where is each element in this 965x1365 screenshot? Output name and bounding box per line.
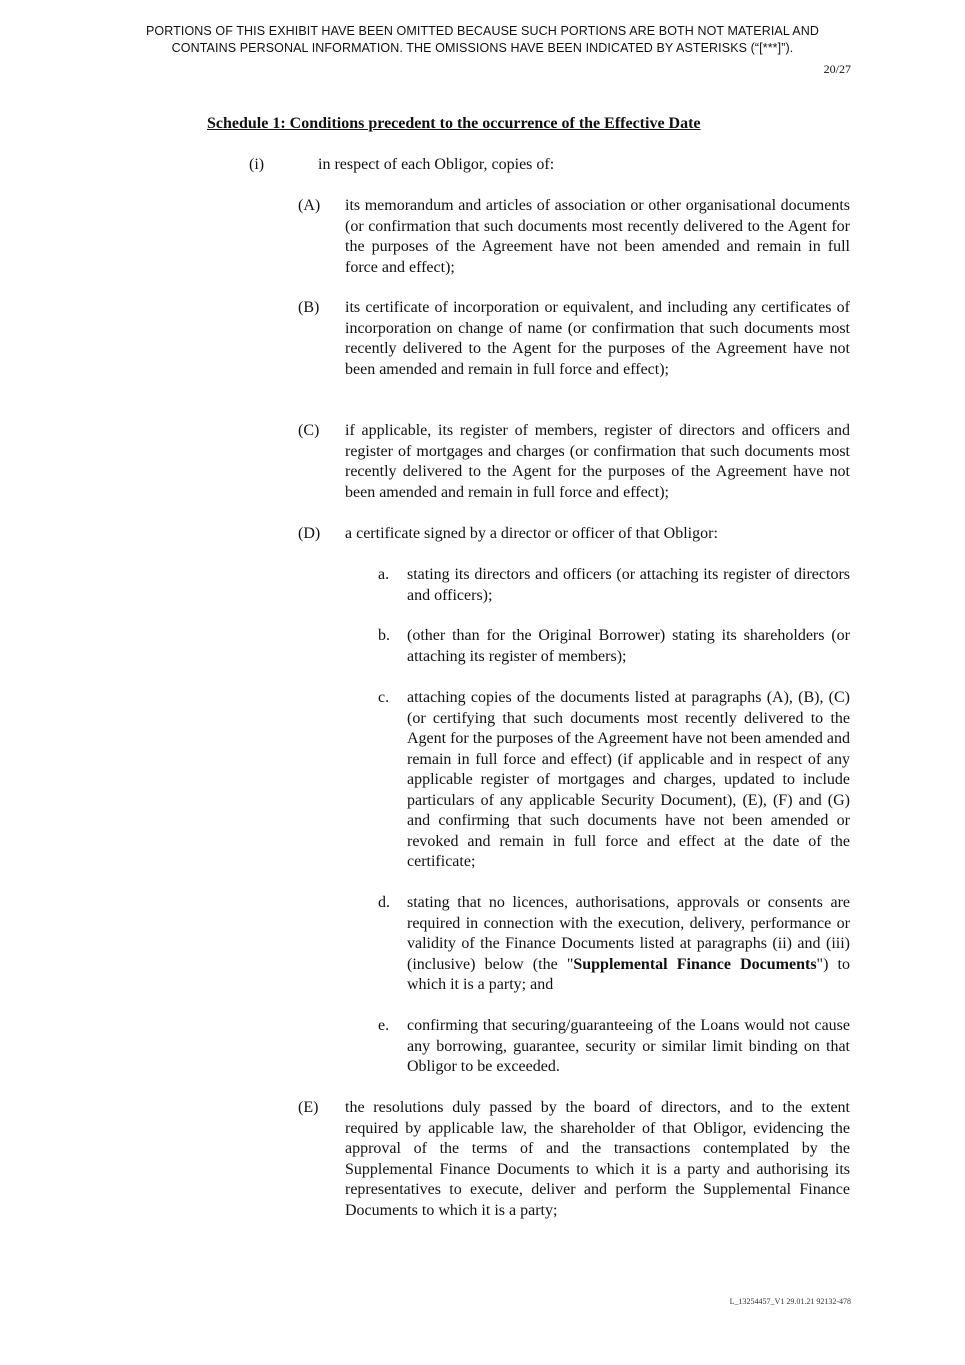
item-B-label: (B)	[298, 299, 320, 316]
document-reference: L_13254457_V1 29.01.21 92132-478	[729, 1297, 851, 1306]
item-E-label: (E)	[298, 1099, 319, 1116]
item-D-a-label: a.	[378, 566, 390, 583]
item-D-c-text: attaching copies of the documents listed at paragraphs (A), (B), (C) (or certifying that such documents most recently delivered to the Agent for the purposes of the Agreement have not been amended and remain in full force and effect) (if applicable and in respect of any applicable register of mortgages and charges, updated to include particulars of any applicable Security Document), (E), (F) and (G) and confirming that such documents have not been amended or revoked and remain in full force and effect at the date of the certificate;	[407, 689, 850, 870]
defined-term-supplemental-finance-documents: Supplemental Finance Documents	[573, 955, 817, 973]
item-D-d-label: d.	[378, 894, 390, 911]
item-D-label: (D)	[298, 525, 321, 542]
item-C-label: (C)	[298, 422, 320, 439]
item-B-text: its certificate of incorporation or equivalent, and including any certificates of incorporation on change of name (or confirmation that such documents most recently delivered to the Agent for the purposes of the Agreement have not been amended and remain in full force and effect);	[345, 299, 850, 378]
item-D-d-text-before: stating that no licences, authorisations, approvals or consents are required in connection with the execution, delivery, performance or validity of the Finance Documents listed at paragraphs (ii) and (iii) (inclusive) below (the "	[407, 894, 850, 973]
schedule-title: Schedule 1: Conditions precedent to the occurrence of the Effective Date	[207, 115, 701, 132]
item-D-e-text: confirming that securing/guaranteeing of the Loans would not cause any borrowing, guarantee, security or similar limit binding on that Obligor to be exceeded.	[407, 1017, 850, 1075]
item-i-text: in respect of each Obligor, copies of:	[318, 156, 555, 173]
item-D-a-text: stating its directors and officers (or attaching its register of directors and officers);	[407, 566, 850, 604]
item-D-c-label: c.	[378, 689, 390, 706]
item-A-text: its memorandum and articles of association or other organisational documents (or confirmation that such documents most recently delivered to the Agent for the purposes of the Agreement have not been amended and remain in full force and effect);	[345, 197, 850, 276]
omission-notice-line-1: PORTIONS OF THIS EXHIBIT HAVE BEEN OMITTED BECAUSE SUCH PORTIONS ARE BOTH NOT MATERIAL AND	[145, 24, 819, 38]
item-D-text: a certificate signed by a director or officer of that Obligor:	[345, 525, 718, 542]
item-A-label: (A)	[298, 197, 321, 214]
item-i-label: (i)	[249, 156, 265, 173]
page-number: 20/27	[823, 62, 851, 76]
item-D-b-label: b.	[378, 627, 390, 644]
item-D-d-text-after: ") to which it is a party; and	[407, 955, 850, 993]
item-D-e-label: e.	[378, 1017, 390, 1034]
omission-notice-line-2: CONTAINS PERSONAL INFORMATION. THE OMISSIONS HAVE BEEN INDICATED BY ASTERISKS (“[***]”).	[171, 41, 794, 55]
item-D-d-text	[407, 893, 850, 996]
item-C-text: if applicable, its register of members, register of directors and officers and register of mortgages and charges (or confirmation that such documents most recently delivered to the Agent for the purposes of the Agreement have not been amended and remain in full force and effect);	[345, 422, 850, 501]
omission-notice	[40, 23, 925, 57]
item-D-b-text: (other than for the Original Borrower) stating its shareholders (or attaching its register of members);	[407, 627, 850, 665]
item-E-text: the resolutions duly passed by the board of directors, and to the extent required by applicable law, the shareholder of that Obligor, evidencing the approval of the terms of and the transactions contemplated by the Supplemental Finance Documents to which it is a party and authorising its representatives to execute, deliver and perform the Supplemental Finance Documents to which it is a party;	[345, 1099, 850, 1219]
